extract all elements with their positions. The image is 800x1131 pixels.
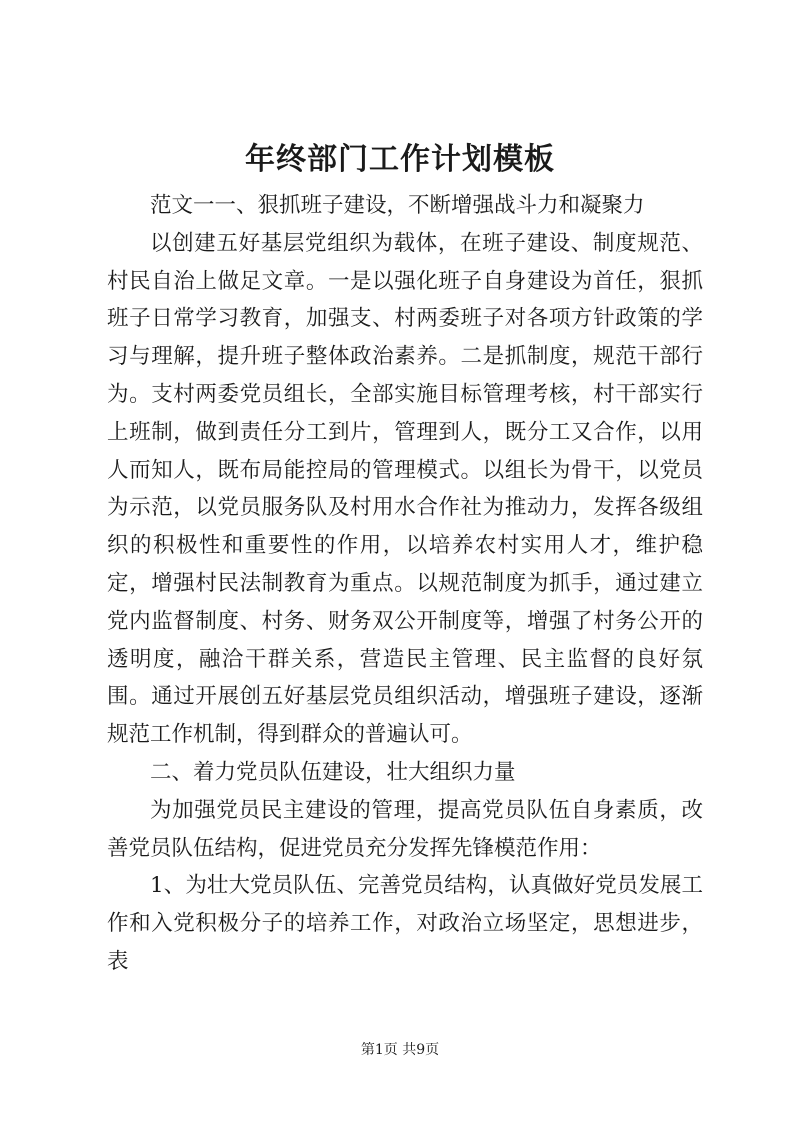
document-title: 年终部门工作计划模板 — [245, 142, 555, 177]
paragraph-section-1-heading: 范文一一、狠抓班子建设，不断增强战斗力和凝聚力 — [150, 193, 645, 218]
paragraph-section-2-intro: 为加强党员民主建设的管理，提高党员队伍自身素质，改善党员队伍结构，促进党员充分发挥先锋模范作用： — [107, 797, 703, 861]
paragraph-section-2-heading: 二、着力党员队伍建设，壮大组织力量 — [150, 759, 516, 785]
paragraph-section-1-body: 以创建五好基层党组织为载体，在班子建设、制度规范、村民自治上做足文章。一是以强化班子自身建设为首任，狠抓班子日常学习教育，加强支、村两委班子对各项方针政策的学习与理解，提升班子整体政治素养。二是抓制度，规范干部行为。支村两委党员组长，全部实施目标管理考核，村干部实行上班制，做到责任分工到片，管理到人，既分工又合作，以用人而知人，既布局能控局的管理模式。以组长为骨干，以党员为示范，以党员服务队及村用水合作社为推动力，发挥各级组织的积极性和重要性的作用，以培养农村实用人才，维护稳定，增强村民法制教育为重点。以规范制度为抓手，通过建立党内监督制度、村务、财务双公开制度等，增强了村务公开的透明度，融洽干群关系，营造民主管理、民主监督的良好氛围。通过开展创五好基层党员组织活动，增强班子建设，逐渐规范工作机制，得到群众的普遍认可。 — [107, 230, 703, 748]
page-number-footer: 第1页 共9页 — [360, 1042, 440, 1058]
document-body — [107, 187, 703, 981]
paragraph-section-2-item-1: 1、为壮大党员队伍、完善党员结构，认真做好党员发展工作和入党积极分子的培养工作，对政治立场坚定，思想进步，表 — [107, 873, 703, 974]
